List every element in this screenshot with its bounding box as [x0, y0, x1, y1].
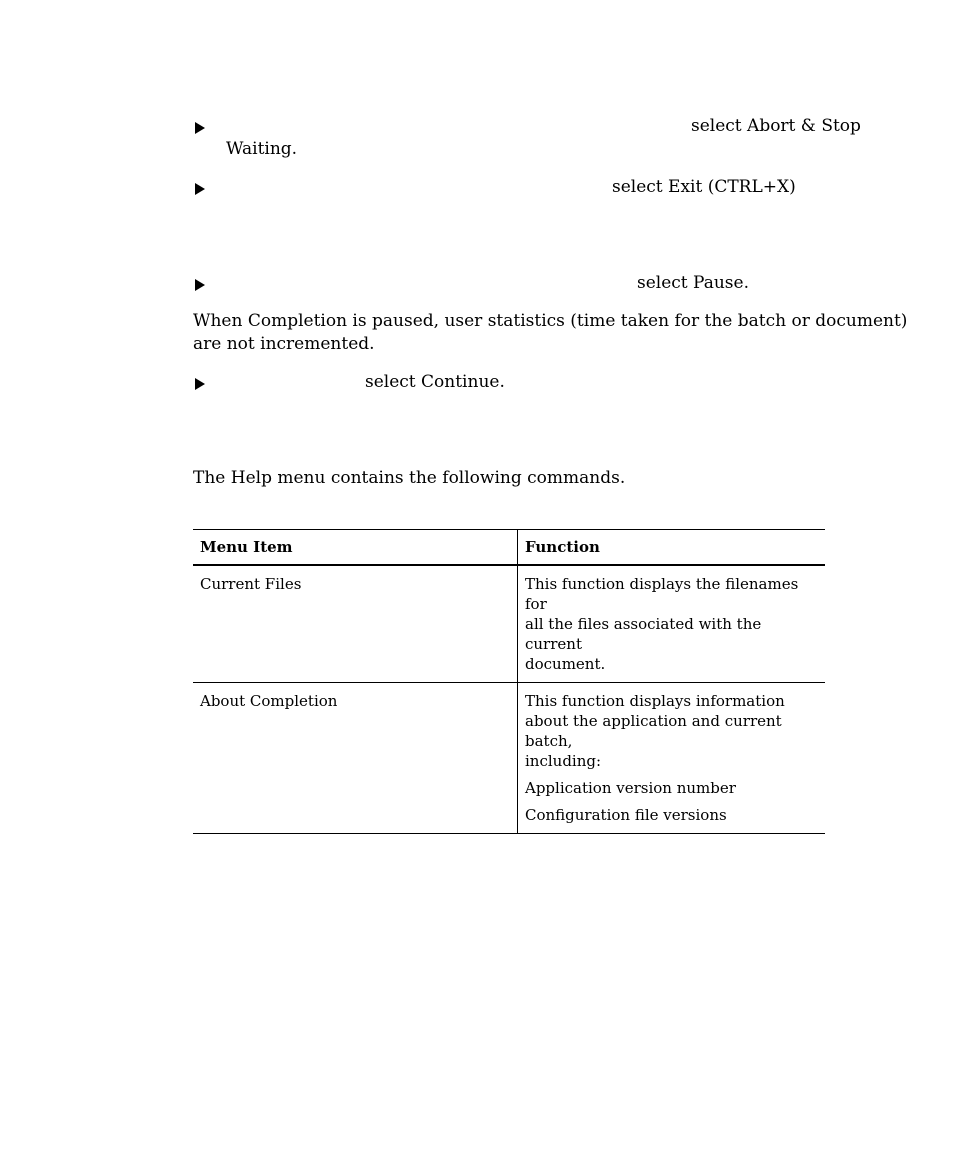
function-line: including: [525, 752, 602, 770]
step-exit-text: select Exit (CTRL+X) [612, 177, 796, 197]
function-line: about the application and current batch, [525, 712, 782, 750]
bullet-triangle-icon [195, 183, 205, 195]
paused-note-line2: are not incremented. [193, 334, 375, 354]
table-row [193, 565, 825, 683]
function-paragraph [525, 691, 818, 771]
table-header-row [193, 530, 825, 566]
bullet-triangle-icon [195, 279, 205, 291]
function-line: This function displays the filenames for [525, 575, 799, 613]
step-abort-text-cont: Waiting. [226, 139, 298, 159]
column-header-function: Function [525, 538, 600, 556]
help-menu-table [193, 529, 825, 834]
bullet-triangle-icon [195, 378, 205, 390]
function-detail: Application version number [525, 779, 736, 797]
column-header-menu-item: Menu Item [193, 530, 518, 566]
help-intro-text: The Help menu contains the following commands. [193, 468, 626, 488]
menu-item-cell: About Completion [193, 683, 518, 834]
function-cell [518, 565, 826, 683]
menu-item-cell: Current Files [193, 565, 518, 683]
function-cell [518, 683, 826, 834]
step-abort-text: select Abort & Stop [691, 116, 861, 136]
bullet-triangle-icon [195, 122, 205, 134]
step-continue-text: select Continue. [365, 372, 505, 392]
function-line: all the files associated with the current [525, 615, 762, 653]
paused-note-line1: When Completion is paused, user statistics (time taken for the batch or document) [193, 311, 908, 331]
step-pause-text: select Pause. [637, 273, 749, 293]
table-row [193, 683, 825, 834]
function-line: document. [525, 655, 606, 673]
function-detail: Configuration file versions [525, 806, 727, 824]
function-line: This function displays information [525, 692, 785, 710]
